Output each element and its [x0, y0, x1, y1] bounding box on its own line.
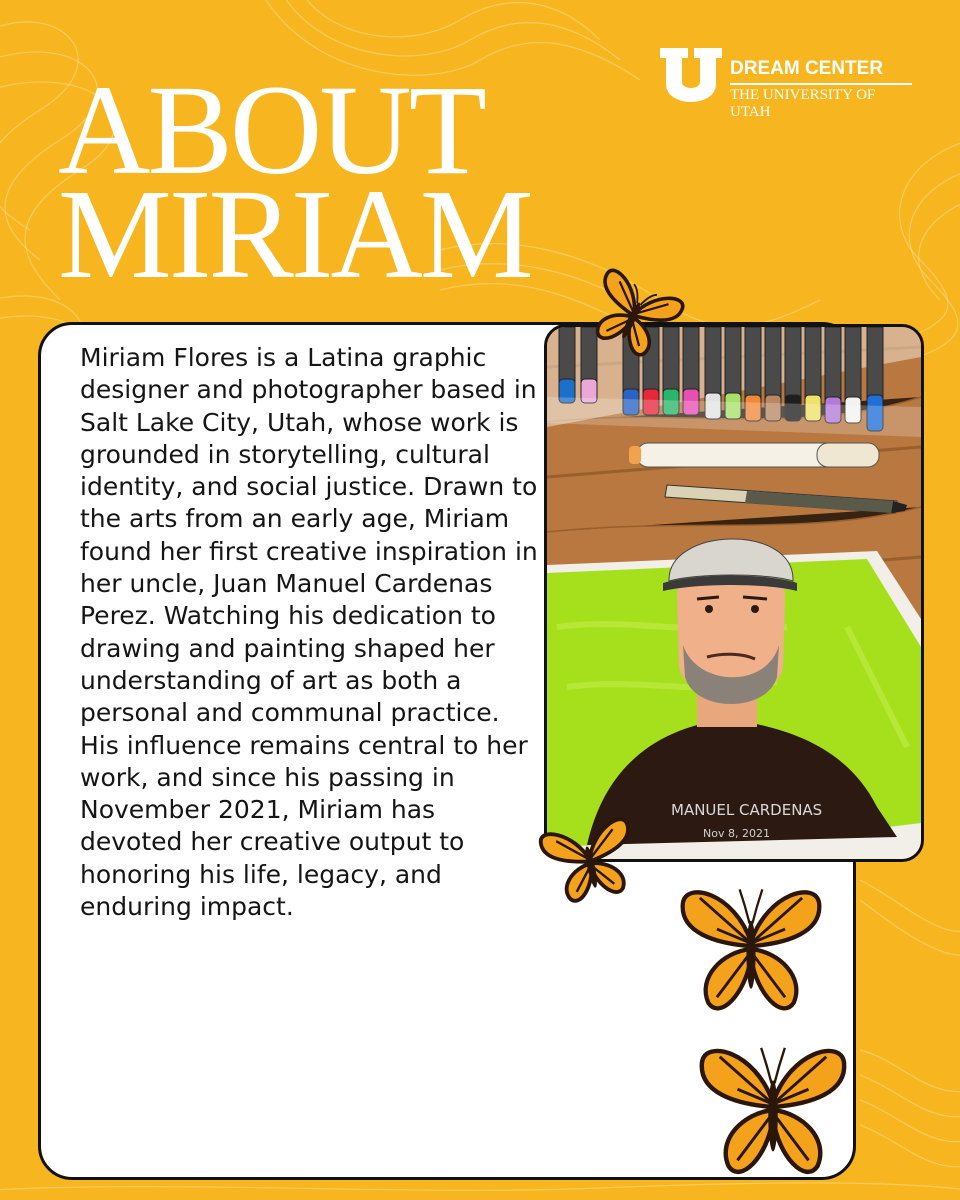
- monarch-butterfly-icon: [640, 878, 862, 1020]
- photo-illustration: [547, 327, 921, 859]
- title-line-miriam: MIRIAM: [58, 163, 531, 305]
- page-title: [58, 59, 531, 305]
- block-u-icon: [658, 46, 724, 106]
- monarch-butterfly-icon: [640, 1036, 906, 1184]
- logo-divider: [730, 83, 912, 85]
- title-line-about: ABOUT: [58, 59, 484, 201]
- painting-caption: MANUEL CARDENAS: [671, 801, 823, 819]
- photo-painting-and-markers: [544, 324, 924, 862]
- white-marker: [629, 443, 879, 467]
- dream-center-name: DREAM CENTER: [730, 58, 884, 79]
- university-name: THE UNIVERSITY OF UTAH: [730, 87, 876, 120]
- dream-center-logo: [658, 46, 918, 120]
- bio-text: Miriam Flores is a Latina graphic designer and photographer based in Salt Lake City, Utah, whose work is grounded in storytelling, cultural identity, and social justice. Drawn to the arts from an early age, Miriam found her first creative inspiration in her uncle, Juan Manuel Cardenas Perez. Watching his dedication to drawing and painting shaped her understanding of art as both a personal and communal practice. His influence remains central to her work, and since his passing in November 2021, Miriam has devoted her creative output to honoring his life, legacy, and enduring impact.: [80, 343, 538, 922]
- painting-date: Nov 8, 2021: [703, 827, 770, 840]
